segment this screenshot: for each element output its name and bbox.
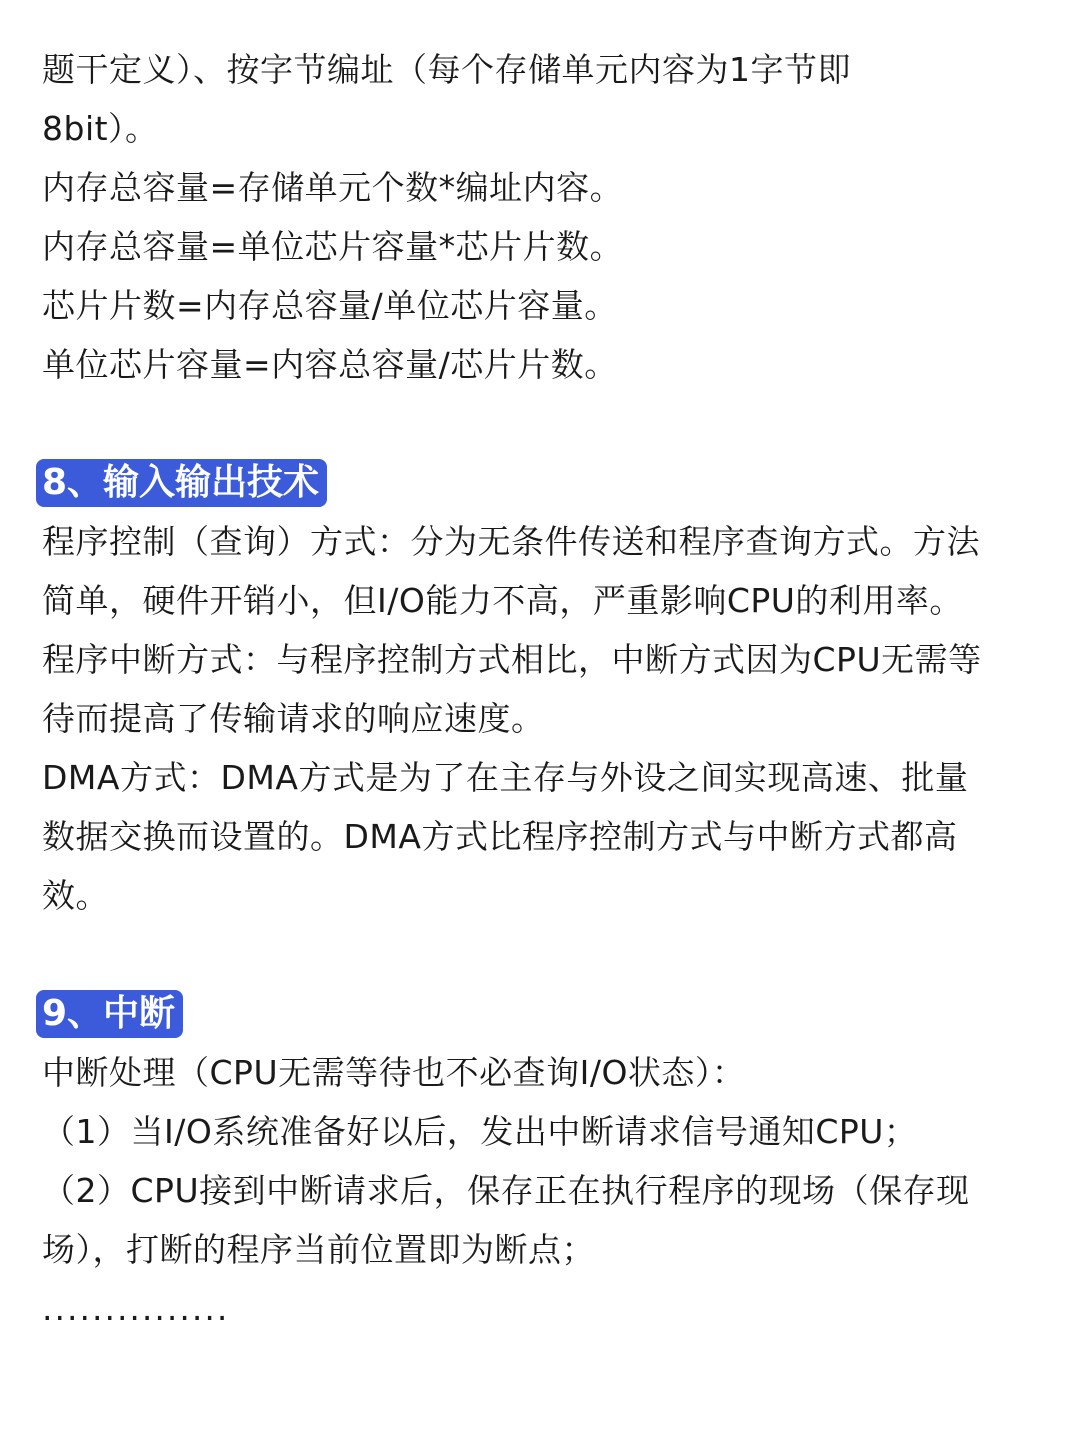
text-line: 内存总容量=单位芯片容量*芯片片数。: [42, 227, 624, 266]
text-line: 场），打断的程序当前位置即为断点；: [42, 1230, 595, 1269]
section-heading-row: [42, 453, 1052, 512]
text-line: 中断处理（CPU无需等待也不必查询I/O状态）：: [42, 1053, 746, 1092]
section-heading: 9、中断: [36, 990, 183, 1038]
text-line: 芯片片数=内存总容量/单位芯片容量。: [42, 286, 618, 325]
io-section: [42, 453, 1052, 925]
section-spacer: [42, 925, 1052, 984]
text-line: 8bit）。: [42, 109, 159, 148]
text-line: 效。: [42, 876, 109, 915]
text-line: 待而提高了传输请求的响应速度。: [42, 699, 545, 738]
section-heading-row: [42, 984, 1052, 1043]
text-line: （1）当I/O系统准备好以后，发出中断请求信号通知CPU；: [42, 1112, 918, 1151]
text-line: 程序中断方式：与程序控制方式相比，中断方式因为CPU无需等: [42, 640, 982, 679]
interrupt-section: [42, 984, 1052, 1338]
section-heading: 8、输入输出技术: [36, 459, 327, 507]
text-line: DMA方式：DMA方式是为了在主存与外设之间实现高速、批量: [42, 758, 969, 797]
text-line: 数据交换而设置的。DMA方式比程序控制方式与中断方式都高: [42, 817, 958, 856]
text-line: 程序控制（查询）方式：分为无条件传送和程序查询方式。方法: [42, 522, 980, 561]
text-line: 单位芯片容量=内容总容量/芯片片数。: [42, 345, 618, 384]
ellipsis: ...............: [42, 1289, 230, 1328]
memory-section: [42, 40, 1052, 394]
text-line: 简单，硬件开销小，但I/O能力不高，严重影响CPU的利用率。: [42, 581, 963, 620]
text-line: 内存总容量=存储单元个数*编址内容。: [42, 168, 624, 207]
text-line: 题干定义）、按字节编址（每个存储单元内容为1字节即: [42, 50, 851, 89]
text-line: （2）CPU接到中断请求后，保存正在执行程序的现场（保存现: [42, 1171, 970, 1210]
section-spacer: [42, 394, 1052, 453]
document-page: [42, 40, 1052, 1338]
